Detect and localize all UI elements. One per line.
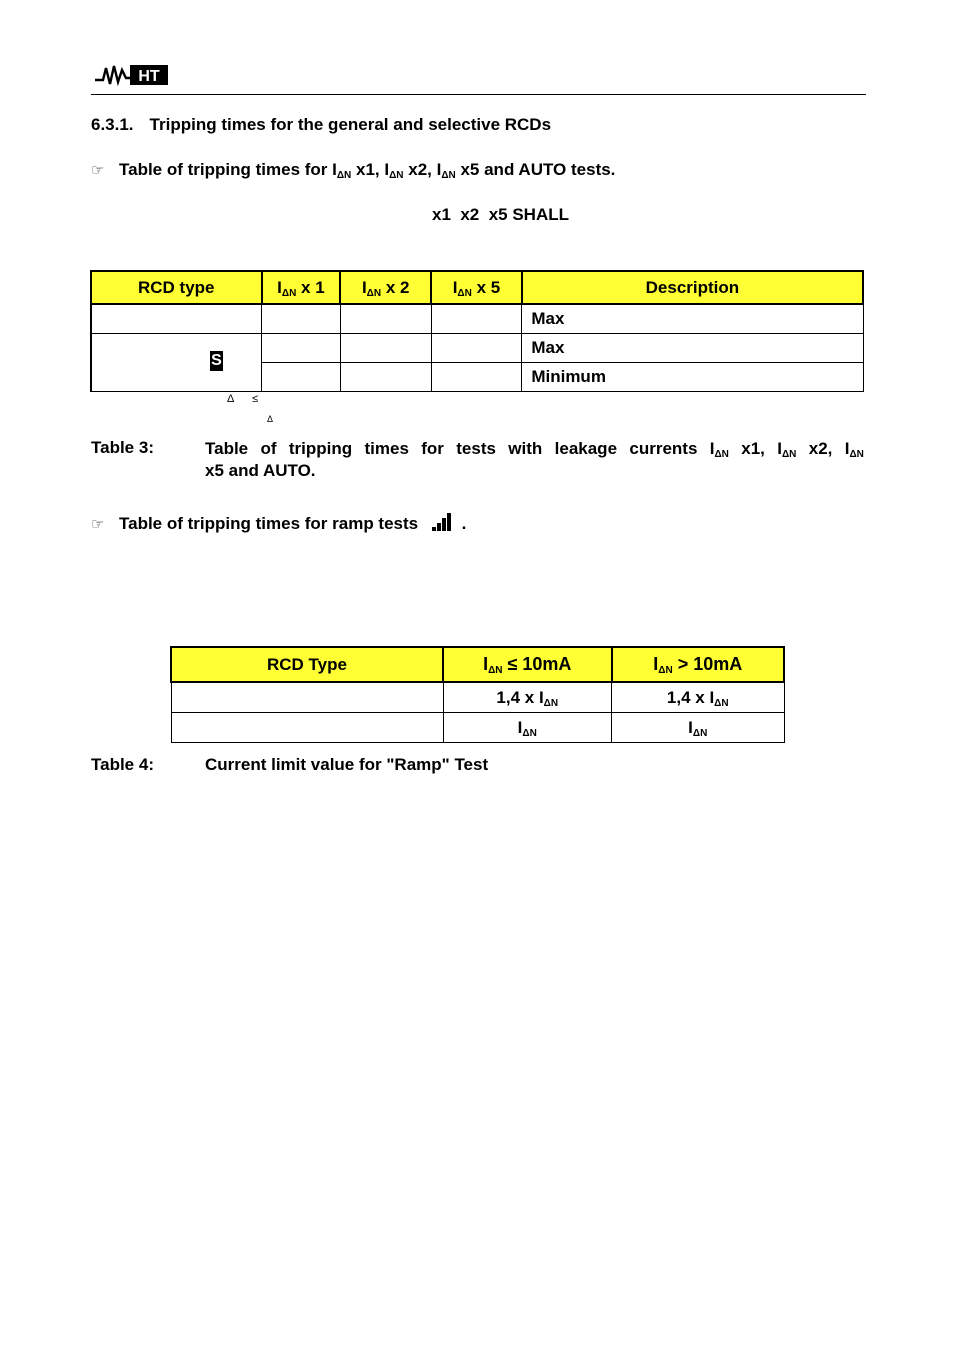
col-idn-x1: $I_{\Delta N}$ x 1	[262, 271, 341, 304]
row1-description: Max	[522, 304, 863, 334]
ht-logo	[93, 62, 171, 88]
table4-caption-label: Table 4:	[91, 755, 154, 774]
col-description: Description	[522, 271, 863, 304]
pointing-hand-icon: ☞	[91, 162, 105, 179]
col-idn-x5: $I_{\Delta N}$ x 5	[431, 271, 522, 304]
col-rcd-type: RCD type	[91, 271, 262, 304]
col-rcd-type: RCD Type	[171, 647, 443, 682]
section-heading: 6.3.1. Tripping times for the general and selective RCDs	[91, 115, 552, 134]
bullet-ramp-tests: ☞ Table of tripping times for ramp tests .	[91, 514, 467, 533]
table-header-row	[91, 271, 863, 304]
col-idn-gt-10ma: $I_{\Delta N} > 10mA$	[612, 647, 785, 682]
header-rule	[91, 94, 866, 95]
row2-description: Max	[522, 334, 863, 363]
selective-s-badge: S	[211, 352, 222, 369]
r2-le-value: $I_{\Delta N}$	[443, 713, 612, 743]
table-row	[91, 334, 863, 363]
note-delta: Δ	[227, 393, 235, 405]
selective-rcd-cell	[91, 334, 262, 392]
table-header-row	[171, 647, 784, 682]
r1-le-value: 1,4 x $I_{\Delta N}$	[443, 682, 612, 713]
table4-caption-text: Current limit value for "Ramp" Test	[205, 755, 489, 774]
row3-description: Minimum	[522, 363, 863, 392]
note-delta-2: Δ	[267, 414, 274, 424]
table-row	[171, 682, 784, 713]
pointing-hand-icon: ☞	[91, 516, 105, 533]
r1-gt-value: 1,4 x $I_{\Delta N}$	[612, 682, 785, 713]
table3-caption-label: Table 3:	[91, 438, 154, 457]
tripping-times-table	[90, 270, 864, 392]
table3-caption-text: Table of tripping times for tests with leakage currents $I_{\Delta N}$ x1, $I_{\Delta N}$ x2, $I_{\Delta N}$ x5 and AUTO.	[205, 439, 864, 480]
col-idn-le-10ma: $I_{\Delta N} \le 10mA$	[443, 647, 612, 682]
ramp-current-limit-table	[170, 646, 785, 743]
multiplier-line: x1 x2 x5 SHALL	[432, 205, 570, 224]
bullet-tripping-times: ☞ Table of tripping times for $I_{\Delta N}$ x1, $I_{\Delta N}$ x2, $I_{\Delta N}$ x5 and AUTO tests.	[91, 160, 616, 181]
table-row	[171, 713, 784, 743]
table-row	[91, 304, 863, 334]
note-leq: ≤	[252, 393, 259, 405]
col-idn-x2: $I_{\Delta N}$ x 2	[340, 271, 431, 304]
ramp-stair-icon	[431, 513, 451, 531]
svg-text:HT: HT	[138, 68, 160, 85]
r2-gt-value: $I_{\Delta N}$	[612, 713, 785, 743]
